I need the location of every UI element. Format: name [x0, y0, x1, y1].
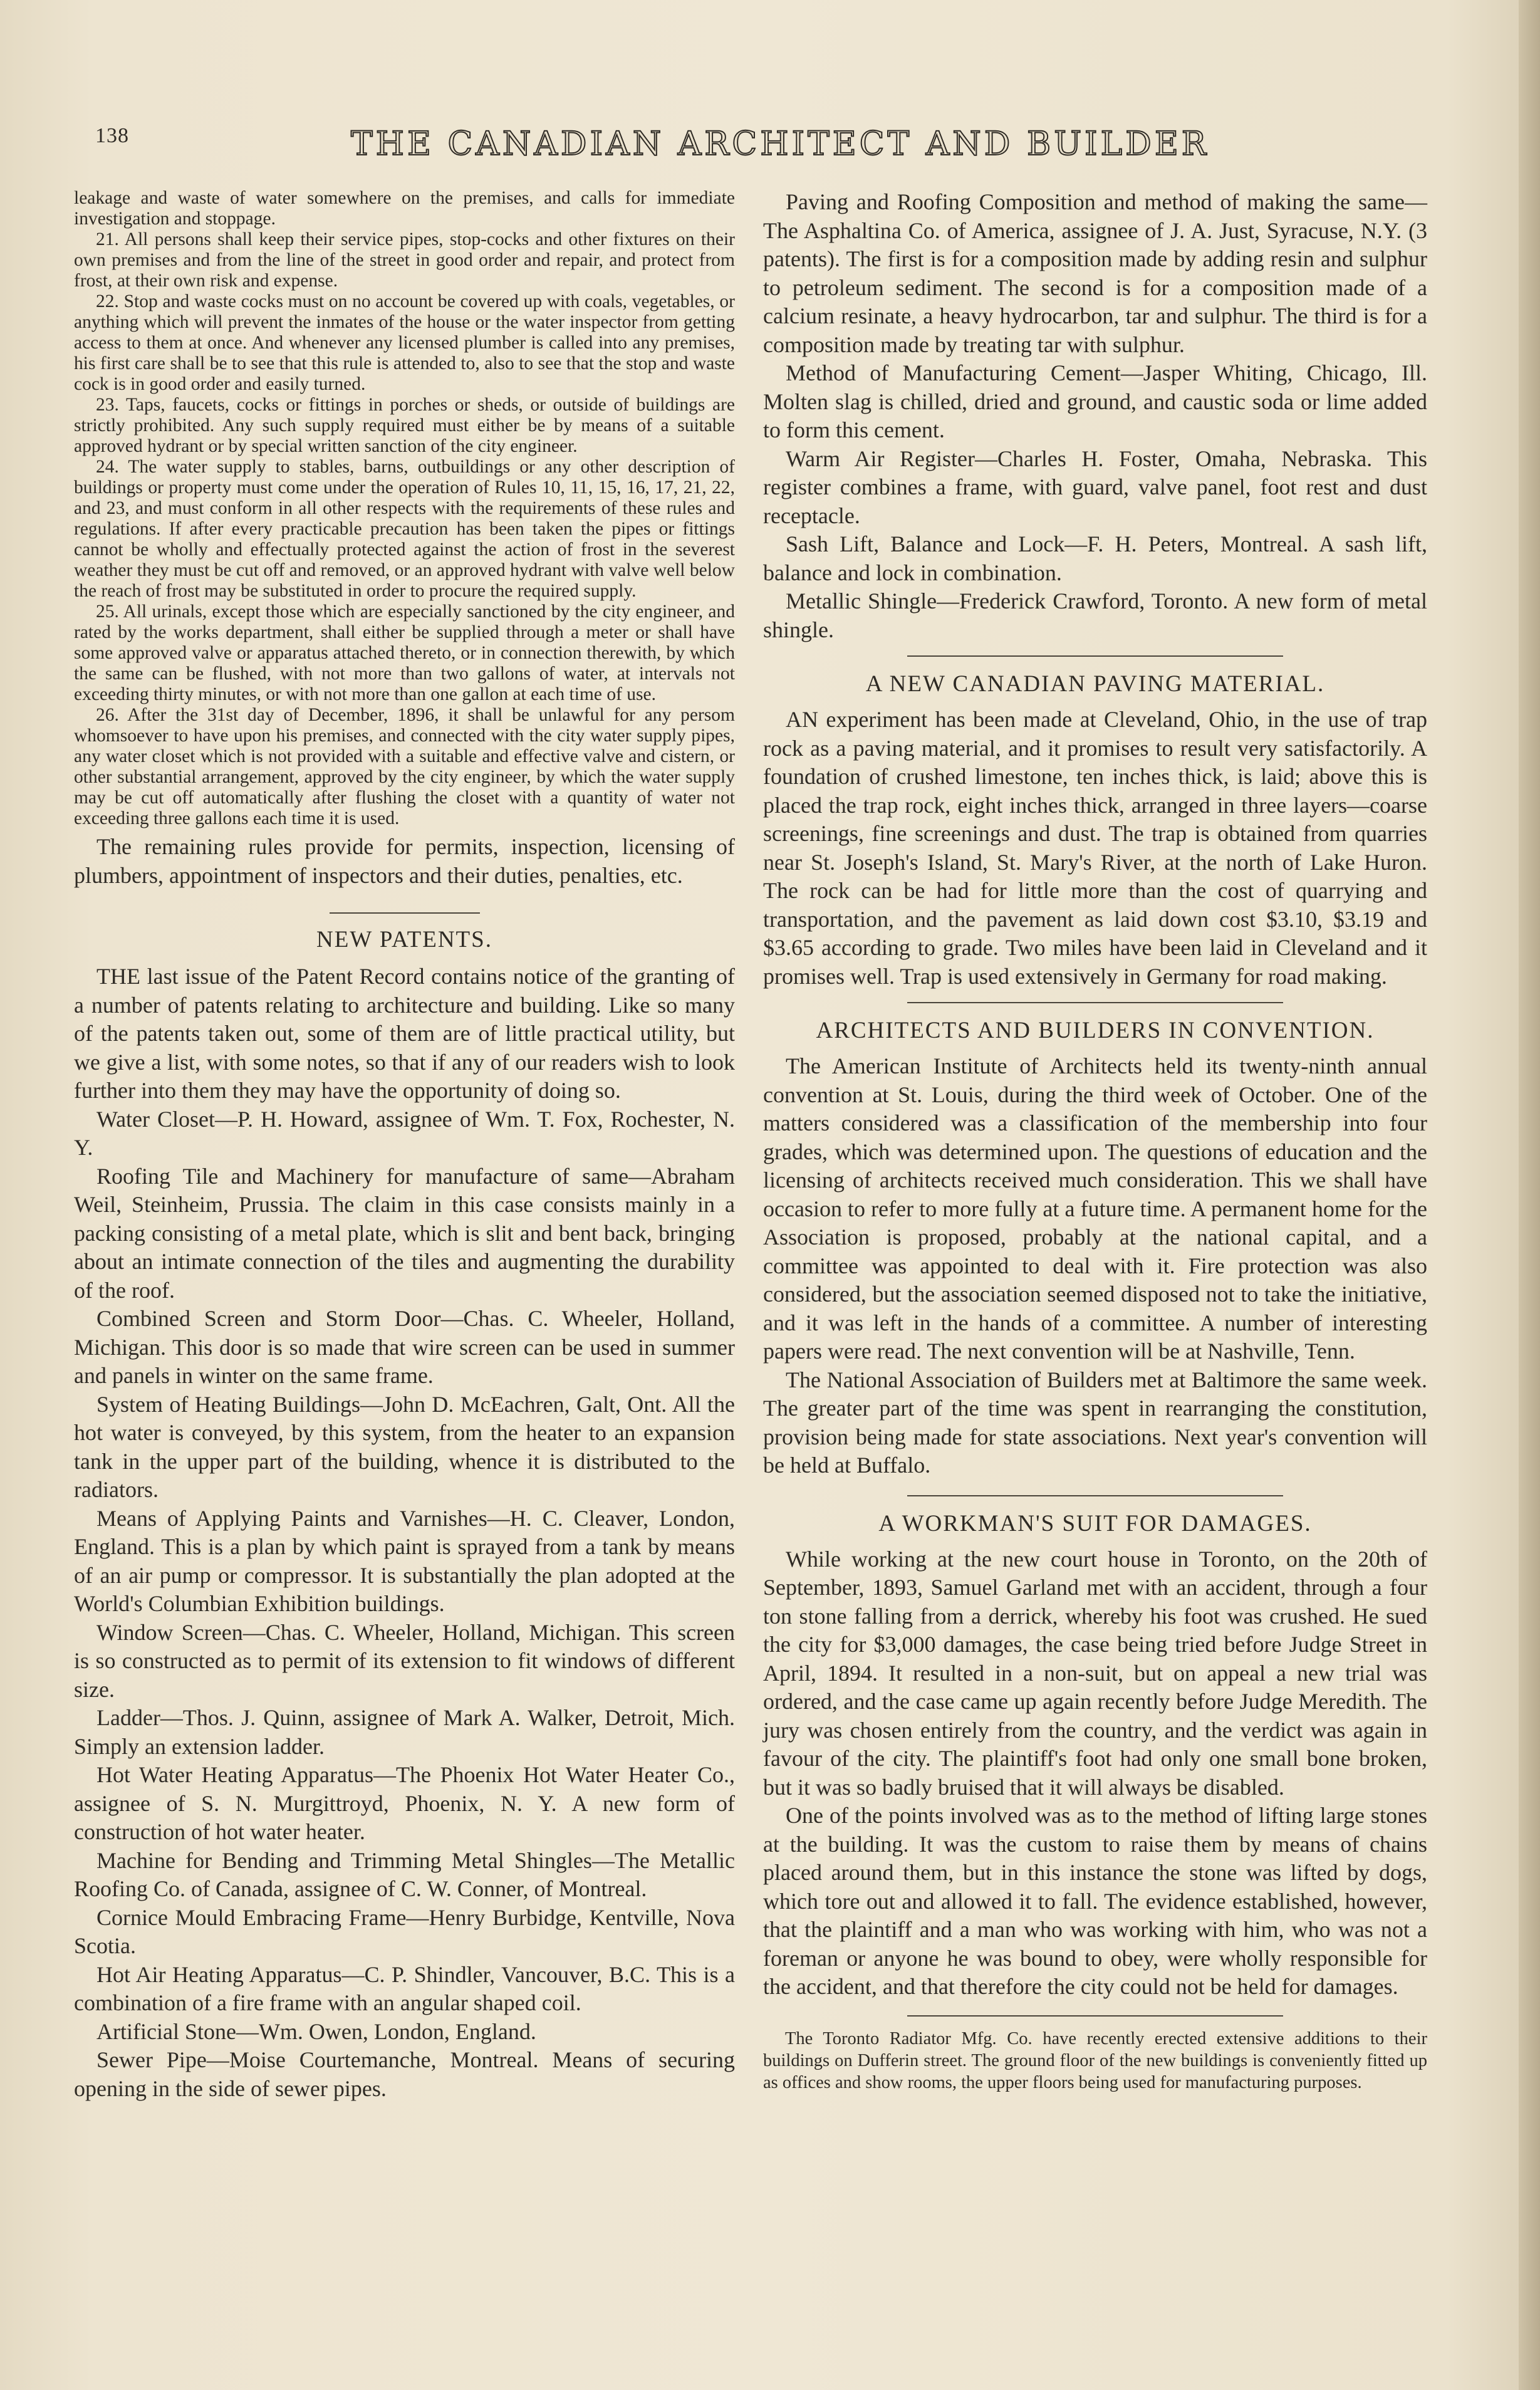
convention-section [763, 1052, 1427, 1480]
patent-entry: System of Heating Buildings—John D. McEachren, Galt, Ont. All the hot water is conveyed, by this system, from the heater to an expansion tank in the upper part of the building, whence it is distributed to the radiators. [74, 1391, 735, 1502]
new-patents-heading: NEW PATENTS. [316, 927, 492, 952]
rules-paragraph: leakage and waste of water somewhere on the premises, and calls for immediate investigation and stoppage. [74, 188, 735, 229]
paving-material-section [763, 706, 1427, 991]
rule-25: 25. All urinals, except those which are especially sanctioned by the city engineer, and rated by the works department, shall either be supplied through a meter or shall have some approved valve or apparatus attached thereto, or in connection therewith, by which the same can be flushed, with not more than two gallons of water, at intervals not exceeding thirty minutes, or with not more than one gallon at each time of use. [74, 602, 735, 704]
patent-entry: Method of Manufacturing Cement—Jasper Whiting, Chicago, Ill. Molten slag is chilled, dried and ground, and caustic soda or lime added to form this cement. [763, 360, 1427, 442]
remaining-rules-note [74, 833, 735, 890]
rule-24: 24. The water supply to stables, barns, outbuildings or any other description of buildings or property must come under the operation of Rules 10, 11, 15, 16, 17, 21, 22, and 23, and must conform in all other respects with the requirements of these rules and regulations. If after every practicable precaution has been taken the pipes or fittings cannot be wholly and effectually protected against the action of frost in the severest weather they must be cut off and removed, or an approved hydrant with valve well below the reach of frost may be substituted in order to procure the required supply. [74, 457, 735, 601]
patent-entry: Hot Air Heating Apparatus—C. P. Shindler, Vancouver, B.C. This is a combination of a fire frame with an angular shaped coil. [74, 1961, 735, 2015]
patent-entry: Ladder—Thos. J. Quinn, assignee of Mark A. Walker, Detroit, Mich. Simply an extension ladder. [74, 1705, 735, 1759]
patent-entry: Water Closet—P. H. Howard, assignee of Wm. T. Fox, Rochester, N. Y. [74, 1106, 735, 1160]
left-column [74, 188, 735, 2103]
patent-entry: Metallic Shingle—Frederick Crawford, Toronto. A new form of metal shingle. [763, 588, 1427, 642]
section-divider [907, 655, 1283, 657]
remaining-rules-paragraph: The remaining rules provide for permits, inspection, licensing of plumbers, appointment of inspectors and their duties, penalties, etc. [74, 834, 735, 888]
patent-entry: Machine for Bending and Trimming Metal Shingles—The Metallic Roofing Co. of Canada, assignee of C. W. Conner, of Montreal. [74, 1847, 735, 1901]
running-title: THE CANADIAN ARCHITECT AND BUILDER [351, 125, 1209, 163]
convention-heading: ARCHITECTS AND BUILDERS IN CONVENTION. [816, 1018, 1375, 1043]
patent-entry: Artificial Stone—Wm. Owen, London, England. [96, 2018, 536, 2044]
section-divider [907, 2015, 1283, 2017]
footnote-section [763, 2028, 1427, 2094]
rule-26: 26. After the 31st day of December, 1896, it shall be unlawful for any persom whomsoever to have upon his premises, and connected with the city water supply pipes, any water closet which is not provided with a suitable and effective valve and cistern, or other substantial arrangement, approved by the city engineer, by which the water supply may be cut off automatically after flushing the closet with a quantity of water not exceeding three gallons each time it is used. [74, 705, 735, 828]
rule-23: 23. Taps, faucets, cocks or fittings in porches or sheds, or outside of buildings are strictly prohibited. Any such supply required must either be by means of a suitable approved hydrant or by special written sanction of the city engineer. [74, 395, 735, 456]
patent-entry: Means of Applying Paints and Varnishes—H. C. Cleaver, London, England. This is a plan by which paint is sprayed from a tank by means of an air pump or compressor. It is substantially the plan adopted at the World's Columbian Exhibition buildings. [74, 1505, 735, 1616]
workmans-suit-heading: A WORKMAN'S SUIT FOR DAMAGES. [878, 1510, 1312, 1537]
suit-paragraph: While working at the new court house in Toronto, on the 20th of September, 1893, Samuel Garland met with an accident, through a four ton stone falling from a derrick, whereby his foot was crushed. He sued the city for $3,000 damages, the case being tried before Judge Street in April, 1894. It resulted in a non-suit, but on appeal a new trial was ordered, and the case came up again recently before Judge Meredith. The jury was chosen entirely from the country, and the verdict was again in favour of the city. The plaintiff's foot had only one small bone broken, but it was so badly bruised that it will always be disabled. [763, 1546, 1427, 1800]
patent-entry: Roofing Tile and Machinery for manufacture of same—Abraham Weil, Steinheim, Prussia. The claim in this case consists mainly in a packing consisting of a metal plate, which is slit and bent back, bringing about an intimate connection of the tiles and augmenting the durability of the roof. [74, 1163, 735, 1303]
patent-entry: Warm Air Register—Charles H. Foster, Omaha, Nebraska. This register combines a frame, with guard, valve panel, foot rest and dust receptacle. [763, 446, 1427, 528]
rule-22: 22. Stop and waste cocks must on no account be covered up with coals, vegetables, or anything which will prevent the inmates of the house or the water inspector from getting access to them at once. And whenever any licensed plumber is called into any premises, his first care shall be to see that this rule is attended to, also to see that the stop and waste cock is in good order and easily turned. [74, 291, 735, 394]
section-divider [907, 1002, 1283, 1003]
patent-entry: Combined Screen and Storm Door—Chas. C. Wheeler, Holland, Michigan. This door is so made that wire screen can be used in summer and panels in winter on the same frame. [74, 1306, 735, 1388]
patent-entry: Cornice Mould Embracing Frame—Henry Burbidge, Kentville, Nova Scotia. [74, 1904, 735, 1958]
paving-material-heading: A NEW CANADIAN PAVING MATERIAL. [865, 671, 1325, 697]
convention-paragraph: The American Institute of Architects held its twenty-ninth annual convention at St. Louis, during the third week of October. One of the matters considered was a classification of the membership into four grades, which was determined upon. The questions of education and the licensing of architects received much consideration. This we shall have occasion to refer to more fully at a future time. A permanent home for the Association is proposed, probably at the national capital, and a committee was appointed to deal with it. Fire protection was also considered, but the association seemed disposed not to take the initiative, and it was left in the hands of a committee. A number of interesting papers were read. The next convention will be at Nashville, Tenn. [763, 1053, 1427, 1364]
footnote-paragraph: The Toronto Radiator Mfg. Co. have recently erected extensive additions to their buildings on Dufferin street. The ground floor of the new buildings is conveniently fitted up as offices and show rooms, the upper floors being used for manufacturing purposes. [763, 2028, 1427, 2092]
patent-entry: Hot Water Heating Apparatus—The Phoenix Hot Water Heater Co., assignee of S. N. Murgittroyd, Phoenix, N. Y. A new form of construction of hot water heater. [74, 1762, 735, 1844]
patents-continued-section [763, 188, 1427, 644]
patent-entry: Sash Lift, Balance and Lock—F. H. Peters, Montreal. A sash lift, balance and lock in combination. [763, 531, 1427, 585]
workmans-suit-section [763, 1545, 1427, 2001]
patent-entry: Window Screen—Chas. C. Wheeler, Holland, Michigan. This screen is so constructed as to permit of its extension to fit windows of different size. [74, 1619, 735, 1702]
rule-21: 21. All persons shall keep their service pipes, stop-cocks and other fixtures on their own premises and from the line of the street in good order and repair, and protect from frost, at their own risk and expense. [74, 229, 735, 291]
patent-entry: Sewer Pipe—Moise Courtemanche, Montreal. Means of securing opening in the side of sewer pipes. [74, 2047, 735, 2101]
page-binding-edge [1519, 0, 1540, 2390]
convention-paragraph: The National Association of Builders met at Baltimore the same week. The greater part of the time was spent in rearranging the constitution, provision being made for state associations. Next year's convention will be held at Buffalo. [763, 1367, 1427, 1478]
page-number: 138 [95, 124, 129, 147]
patent-entry: Paving and Roofing Composition and method of making the same—The Asphaltina Co. of America, assignee of J. A. Just, Syracuse, N.Y. (3 patents). The first is for a composition made by adding resin and sulphur to petroleum sediment. The second is for a composition made of a calcium resinate, a heavy hydrocarbon, tar and sulphur. The third is for a composition made by treating tar with sulphur. [763, 189, 1427, 357]
section-divider [330, 912, 480, 914]
right-column [763, 188, 1427, 2094]
new-patents-section [74, 963, 735, 2103]
suit-paragraph: One of the points involved was as to the method of lifting large stones at the building. It was the custom to raise them by means of chains placed around them, but in this instance the stone was lifted by dogs, which tore out and allowed it to fall. The evidence established, however, that the plaintiff and a man who was working with him, who was not a foreman or anyone he was bound to obey, were wholly responsible for the accident, and that therefore the city could not be held for damages. [763, 1803, 1427, 1999]
paving-paragraph: AN experiment has been made at Cleveland, Ohio, in the use of trap rock as a paving material, and it promises to result very satisfactorily. A foundation of crushed limestone, ten inches thick, is laid; above this is placed the trap rock, eight inches thick, arranged in three layers—coarse screenings, fine screenings and dust. The trap is obtained from quarries near St. Joseph's Island, St. Mary's River, at the north of Lake Huron. The rock can be had for little more than the cost of quarrying and transportation, and the pavement as laid down cost $3.10, $3.19 and $3.65 according to grade. Two miles have been laid in Cleveland and it promises well. Trap is used extensively in Germany for road making. [763, 707, 1427, 989]
water-rules-section [74, 188, 735, 829]
section-divider [907, 1495, 1283, 1496]
patents-intro: THE last issue of the Patent Record contains notice of the granting of a number of patents relating to architecture and building. Like so many of the patents taken out, some of them are of little practical utility, but we give a list, with some notes, so that if any of our readers wish to look further into them they may have the opportunity of doing so. [74, 964, 735, 1103]
